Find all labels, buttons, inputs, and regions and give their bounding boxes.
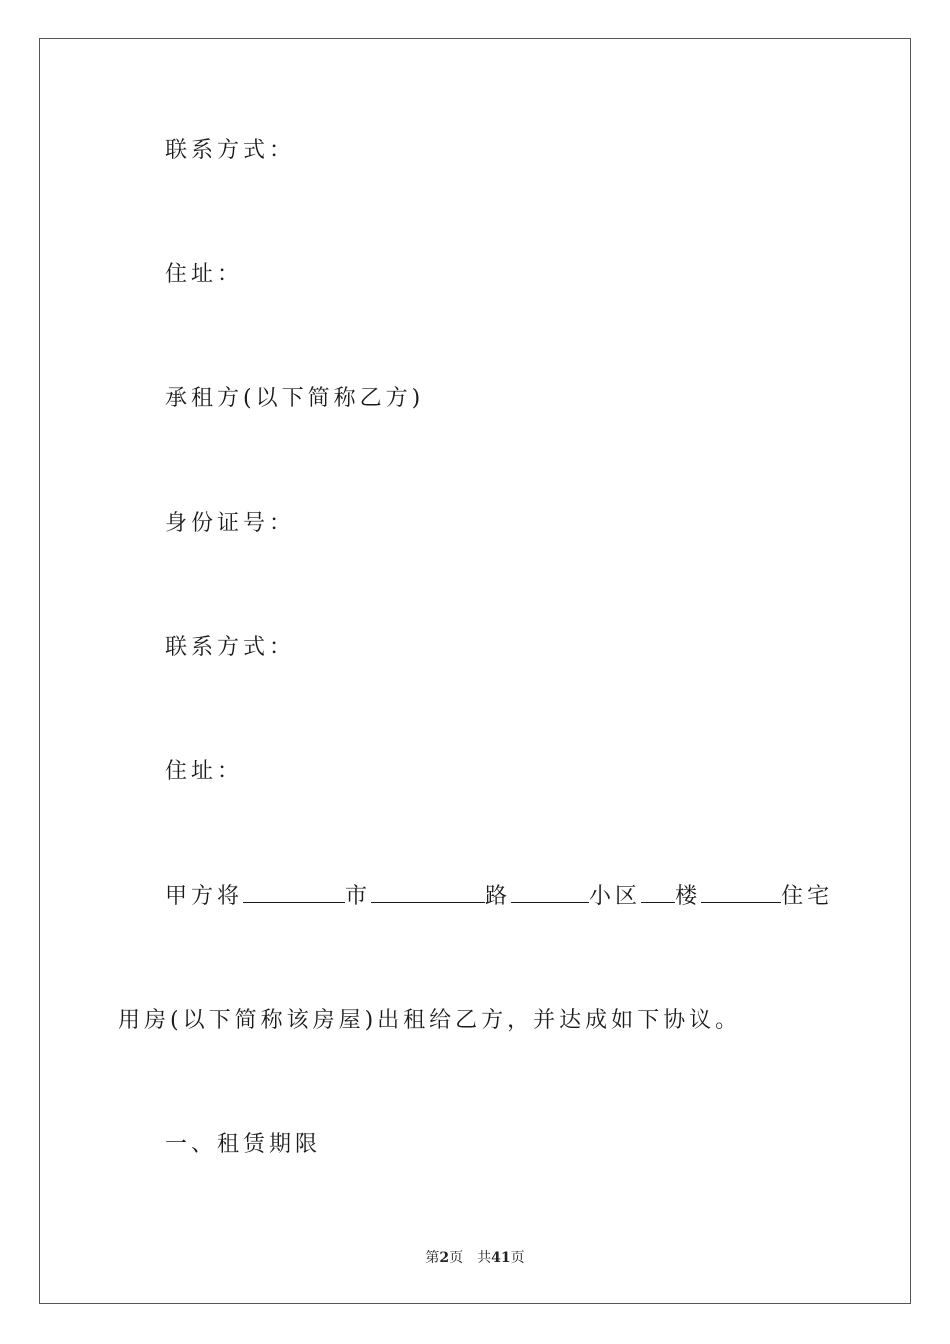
blank-building	[641, 882, 675, 903]
text-part: 楼	[675, 884, 702, 909]
page-footer	[0, 1247, 950, 1267]
blank-city	[243, 882, 345, 903]
page-number: 2	[439, 1250, 450, 1266]
text-part: 住宅	[781, 884, 834, 909]
text-part: 路	[485, 884, 512, 909]
section-heading-lease-term: 一、租赁期限	[165, 1132, 322, 1157]
page-frame	[39, 38, 911, 1304]
blank-unit	[701, 882, 781, 903]
total-prefix: 共	[477, 1250, 492, 1266]
address-label-lessee: 住址：	[165, 759, 244, 784]
id-number-label: 身份证号：	[165, 511, 296, 536]
text-part: 市	[345, 884, 372, 909]
property-location-line	[165, 882, 833, 911]
blank-community	[511, 882, 589, 903]
page-prefix: 第	[425, 1250, 440, 1266]
text-part: 甲方将	[165, 884, 244, 909]
text-part: 小区	[589, 884, 642, 909]
blank-road	[371, 882, 485, 903]
contact-label-lessee: 联系方式：	[165, 635, 296, 660]
total-suffix: 页	[510, 1250, 525, 1266]
contact-label-lessor: 联系方式：	[165, 138, 296, 163]
lessee-heading: 承租方(以下简称乙方)	[165, 386, 425, 411]
total-pages: 41	[491, 1250, 511, 1266]
page-suffix: 页	[449, 1250, 464, 1266]
property-usage-line: 用房(以下简称该房屋)出租给乙方，并达成如下协议。	[118, 1008, 742, 1033]
address-label-lessor: 住址：	[165, 262, 244, 287]
